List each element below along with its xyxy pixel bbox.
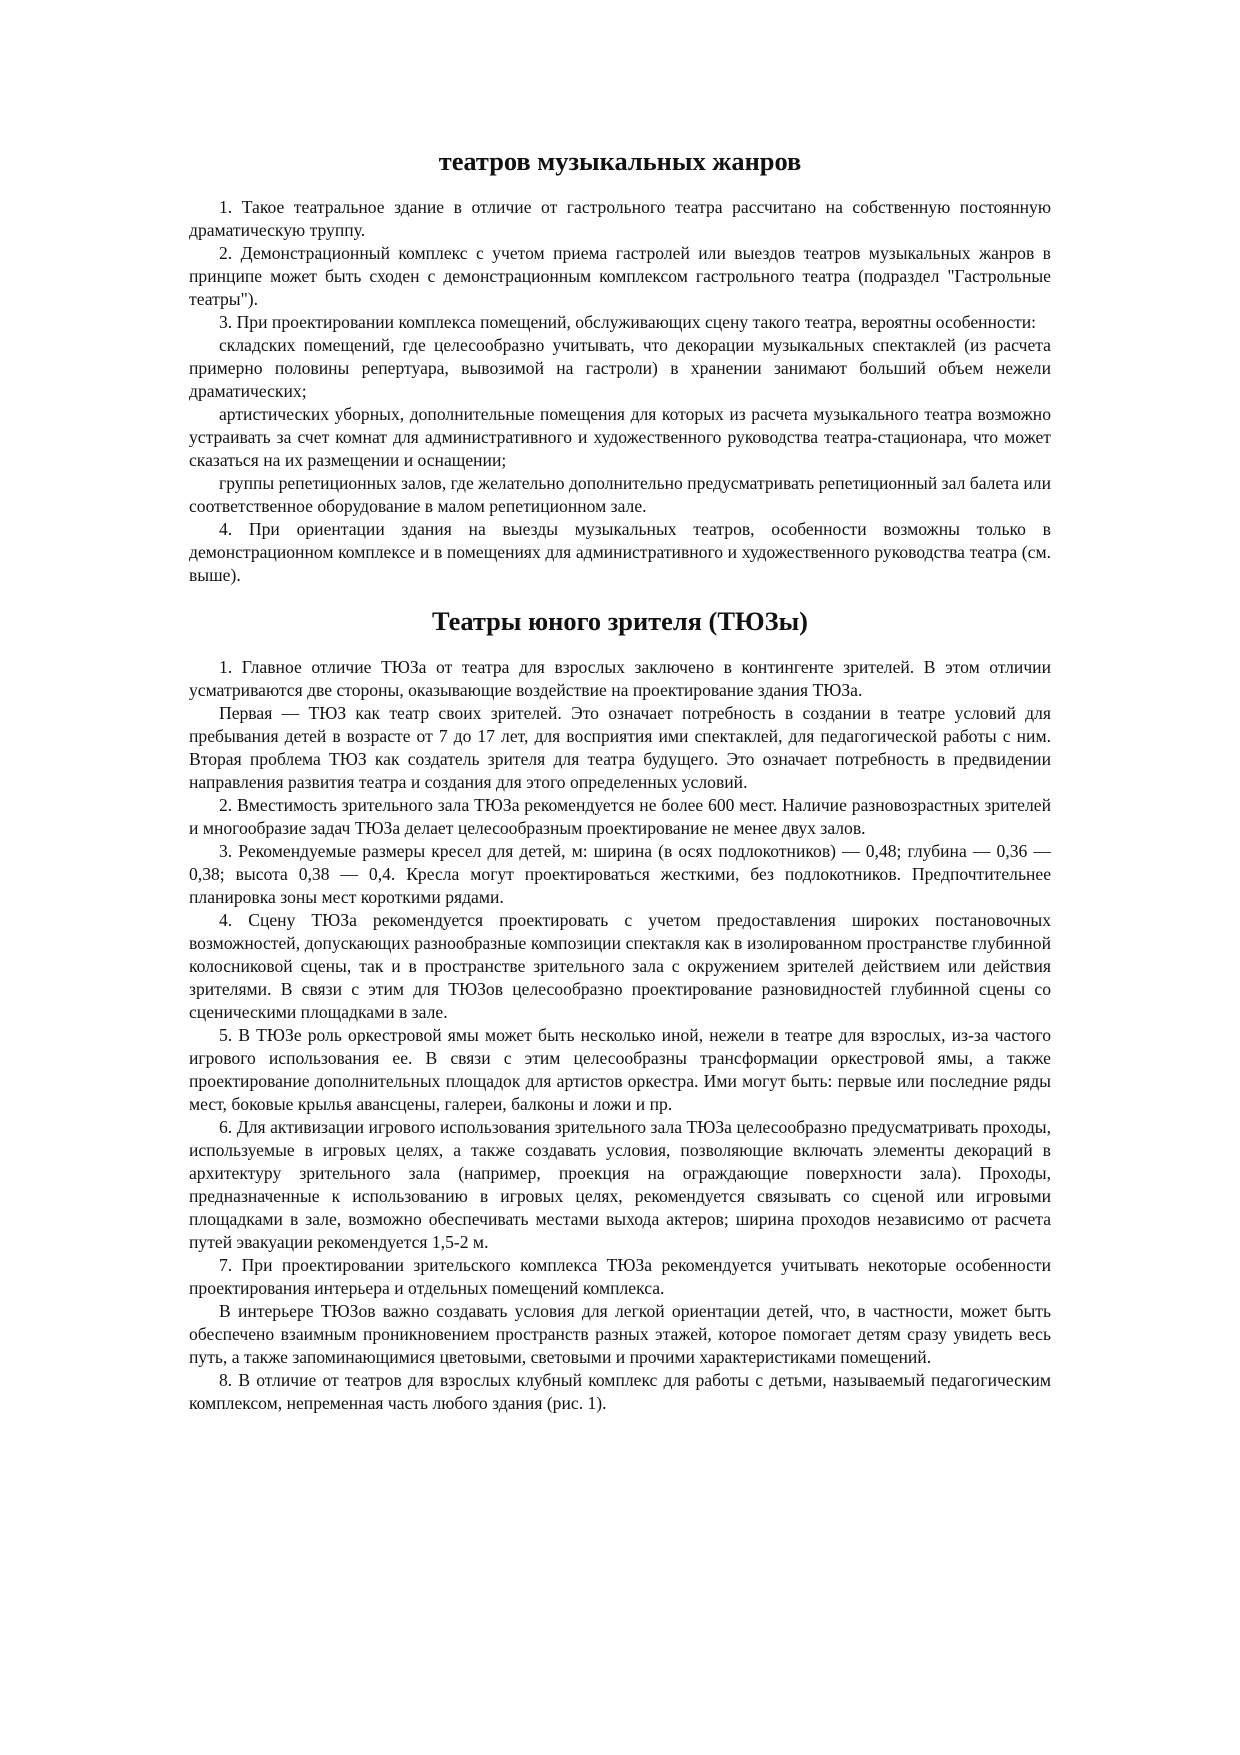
section-1-heading: театров музыкальных жанров (438, 146, 802, 176)
section-2-paragraph-7: 6. Для активизации игрового использования зрительного зала ТЮЗа целесообразно предусматривать проходы, используемые в игровых целях, а также создавать условия, позволяющие включать элементы декораций в архитектуру зрительного зала (например, проекция на ограждающие поверхности зала). Проходы, предназначенные к использованию в игровых целях, рекомендуется связывать со сценой или игровыми площадками в зале, возможно обеспечивать местами выхода актеров; ширина проходов независимо от расчета путей эвакуации рекомендуется 1,5-2 м. (189, 1117, 1051, 1252)
section-1-paragraph-5: артистических уборных, дополнительные помещения для которых из расчета музыкального театра возможно устраивать за счет комнат для административного и художественного руководства театра-стационара, что может сказаться на их размещении и оснащении; (189, 404, 1051, 470)
section-2-paragraph-8: 7. При проектировании зрительского комплекса ТЮЗа рекомендуется учитывать некоторые особенности проектирования интерьера и отдельных помещений комплекса. (189, 1255, 1051, 1298)
section-2-heading: Театры юного зрителя (ТЮЗы) (432, 606, 808, 636)
section-2-paragraph-3: 2. Вместимость зрительного зала ТЮЗа рекомендуется не более 600 мест. Наличие разновозрастных зрителей и многообразие задач ТЮЗа делает целесообразным проектирование не менее двух залов. (189, 795, 1051, 838)
section-2-paragraph-1: 1. Главное отличие ТЮЗа от театра для взрослых заключено в контингенте зрителей. В этом отличии усматриваются две стороны, оказывающие воздействие на проектирование здания ТЮЗа. (189, 657, 1051, 700)
section-2-paragraph-5: 4. Сцену ТЮЗа рекомендуется проектировать с учетом предоставления широких постановочных возможностей, допускающих разнообразные композиции спектакля как в изолированном пространстве глубинной колосниковой сцены, так и в пространстве зрительного зала с окружением зрителей действием или действия зрителями. В связи с этим для ТЮЗов целесообразно проектирование разновидностей глубинной сцены со сценическими площадками в зале. (189, 910, 1051, 1022)
section-1-paragraph-2: 2. Демонстрационный комплекс с учетом приема гастролей или выездов театров музыкальных жанров в принципе может быть сходен с демонстрационным комплексом гастрольного театра (подраздел "Гастрольные театры"). (189, 243, 1051, 309)
section-2-paragraph-6: 5. В ТЮЗе роль оркестровой ямы может быть несколько иной, нежели в театре для взрослых, из-за частого игрового использования ее. В связи с этим целесообразны трансформации оркестровой ямы, а также проектирование дополнительных площадок для артистов оркестра. Ими могут быть: первые или последние ряды мест, боковые крылья авансцены, галереи, балконы и ложи и пр. (189, 1025, 1051, 1114)
section-1-paragraph-1: 1. Такое театральное здание в отличие от гастрольного театра рассчитано на собственную постоянную драматическую труппу. (189, 197, 1051, 240)
document-page (189, 146, 1051, 1415)
section-1-paragraph-7: 4. При ориентации здания на выезды музыкальных театров, особенности возможны только в демонстрационном комплексе и в помещениях для административного и художественного руководства театра (см. выше). (189, 519, 1051, 585)
section-2-paragraph-9: В интерьере ТЮЗов важно создавать условия для легкой ориентации детей, что, в частности, может быть обеспечено взаимным проникновением пространств разных этажей, которое помогает детям сразу увидеть весь путь, а также запоминающимися цветовыми, световыми и прочими характеристиками помещений. (189, 1301, 1051, 1367)
section-2-paragraph-2: Первая — ТЮЗ как театр своих зрителей. Это означает потребность в создании в театре условий для пребывания детей в возрасте от 7 до 17 лет, для восприятия ими спектаклей, для педагогической работы с ним. Вторая проблема ТЮЗ как создатель зрителя для театра будущего. Это означает потребность в предвидении направления развития театра и создания для этого определенных условий. (189, 703, 1051, 792)
section-2-paragraph-10: 8. В отличие от театров для взрослых клубный комплекс для работы с детьми, называемый педагогическим комплексом, непременная часть любого здания (рис. 1). (189, 1370, 1051, 1413)
section-2-paragraph-4: 3. Рекомендуемые размеры кресел для детей, м: ширина (в осях подлокотников) — 0,48; глубина — 0,36 — 0,38; высота 0,38 — 0,4. Кресла могут проектироваться жесткими, без подлокотников. Предпочтительнее планировка зоны мест короткими рядами. (189, 841, 1051, 907)
section-1-paragraph-3: 3. При проектировании комплекса помещений, обслуживающих сцену такого театра, вероятны особенности: (219, 312, 1037, 332)
section-1-paragraph-4: складских помещений, где целесообразно учитывать, что декорации музыкальных спектаклей (из расчета примерно половины репертуара, вывозимой на гастроли) в хранении занимают больший объем нежели драматических; (189, 335, 1051, 401)
section-1-paragraph-6: группы репетиционных залов, где желательно дополнительно предусматривать репетиционный зал балета или соответственное оборудование в малом репетиционном зале. (189, 473, 1051, 516)
